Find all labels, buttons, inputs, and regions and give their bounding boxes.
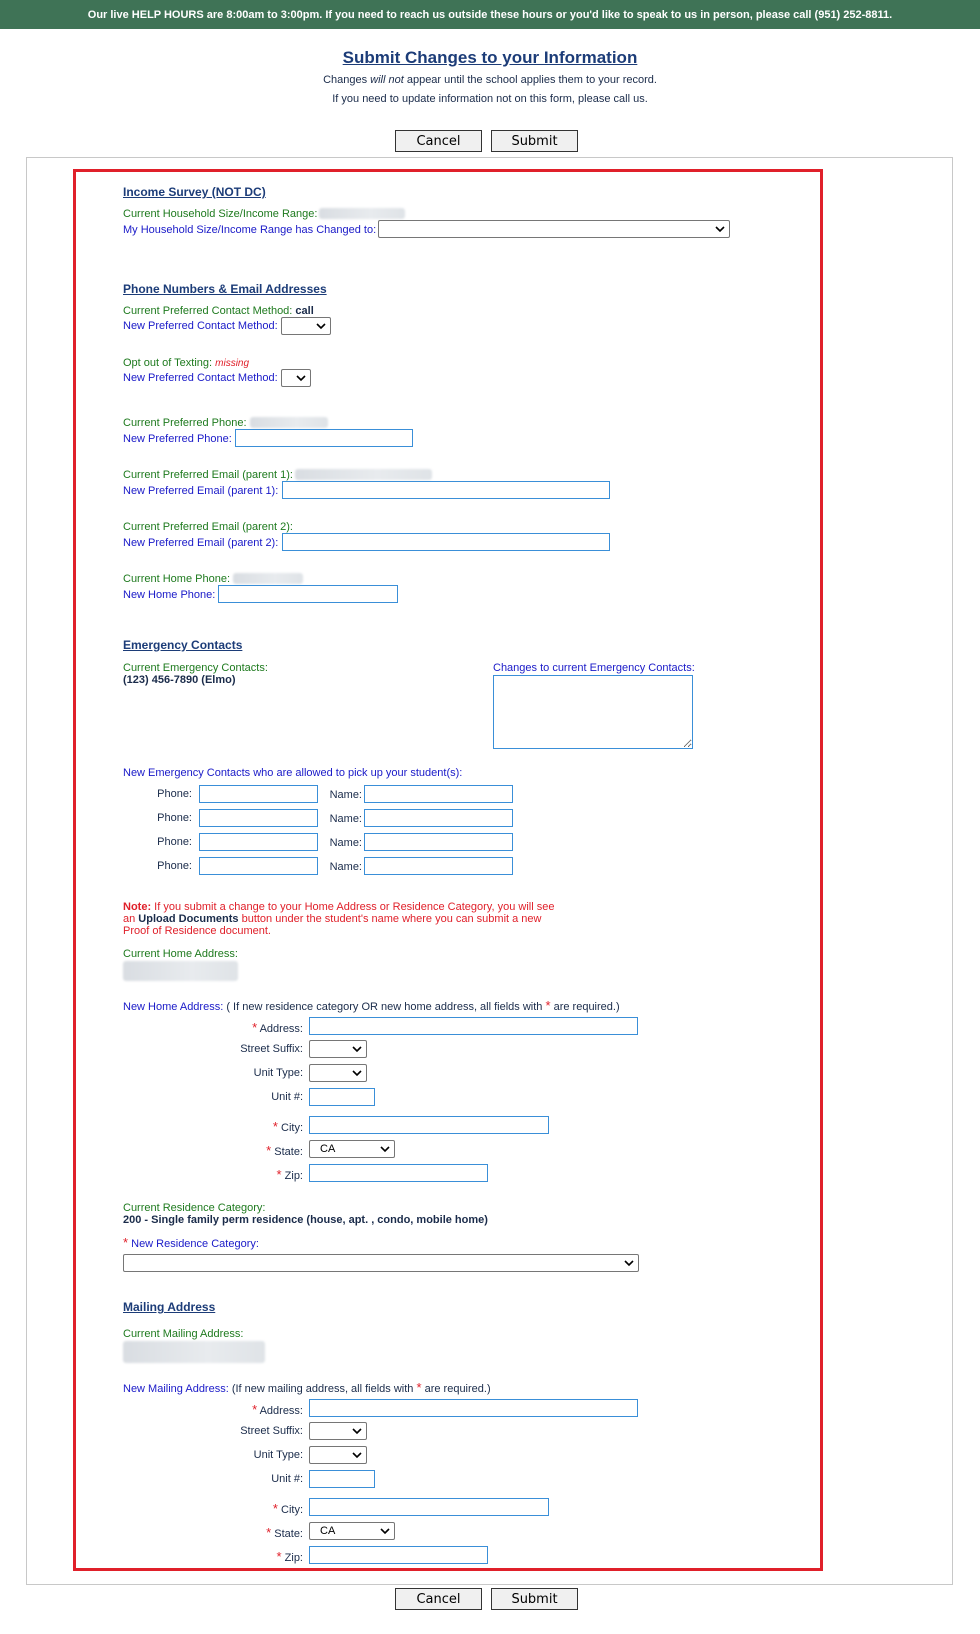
- required-marker: *: [252, 1402, 258, 1417]
- current-mailing-label: Current Mailing Address:: [123, 1328, 244, 1340]
- mailing-city-input[interactable]: [309, 1498, 549, 1516]
- mailing-street-suffix-select[interactable]: [309, 1422, 367, 1440]
- ec-name-label: Name:: [329, 813, 362, 825]
- ec-name-input-1[interactable]: [364, 785, 513, 803]
- household-changed-label: My Household Size/Income Range has Changed to:: [123, 224, 377, 236]
- mailing-street-suffix-label: [200, 1425, 303, 1437]
- emergency-heading: Emergency Contacts: [123, 638, 243, 652]
- new-contact-method-label-2: New Preferred Contact Method:: [123, 372, 278, 384]
- new-email2-input[interactable]: [282, 533, 610, 551]
- home-unit-type-label: [200, 1067, 303, 1079]
- home-zip-label: [200, 1167, 303, 1182]
- new-home-phone-label: New Home Phone:: [123, 589, 216, 601]
- new-residence-label: [123, 1235, 259, 1250]
- home-city-label: [200, 1119, 303, 1134]
- new-email2-label: New Preferred Email (parent 2):: [123, 537, 279, 549]
- household-income-select[interactable]: [378, 220, 730, 238]
- mailing-zip-input[interactable]: [309, 1546, 488, 1564]
- required-marker: *: [276, 1167, 282, 1182]
- new-contact-method-select[interactable]: [281, 317, 331, 335]
- home-street-suffix-label-text: Street Suffix:: [240, 1043, 303, 1055]
- new-emergency-label: New Emergency Contacts who are allowed to pick up your student(s):: [123, 767, 463, 779]
- ec-name-label: Name:: [329, 861, 362, 873]
- mailing-street-suffix-label-text: Street Suffix:: [240, 1425, 303, 1437]
- mailing-unit-type-select[interactable]: [309, 1446, 367, 1464]
- chevron-down-icon: [352, 1068, 362, 1078]
- note-word: Note:: [123, 901, 152, 913]
- opt-out-texting-value: missing: [215, 358, 250, 369]
- ec-phone-label: Phone:: [157, 860, 192, 872]
- home-unit-type-select[interactable]: [309, 1064, 367, 1082]
- mailing-unit-number-label-text: Unit #:: [271, 1473, 303, 1485]
- emergency-changes-label: Changes to current Emergency Contacts:: [493, 662, 695, 674]
- current-household-label: Current Household Size/Income Range:: [123, 208, 318, 220]
- current-phone-value-redacted: [250, 417, 328, 428]
- help-hours-banner: Our live HELP HOURS are 8:00am to 3:00pm. If you need to reach us outside these hours or you'd like to speak to us in person, please call (951) 252-8811.: [0, 0, 980, 29]
- new-email1-input[interactable]: [282, 481, 610, 499]
- mailing-state-select[interactable]: [309, 1522, 395, 1540]
- ec-phone-label: Phone:: [157, 836, 192, 848]
- changes-note-post: appear until the school applies them to your record.: [403, 74, 657, 86]
- home-state-label-text: State:: [274, 1146, 303, 1158]
- emergency-changes-textarea[interactable]: [493, 675, 693, 749]
- current-home-address-redacted: [123, 961, 238, 981]
- new-mailing-hint-post: are required.): [421, 1383, 491, 1395]
- call-us-note: If you need to update information not on this form, please call us.: [332, 93, 648, 105]
- submit-button-top[interactable]: Submit: [491, 130, 578, 152]
- required-marker: *: [252, 1020, 258, 1035]
- home-unit-number-input[interactable]: [309, 1088, 375, 1106]
- chevron-down-icon: [380, 1526, 390, 1536]
- home-city-input[interactable]: [309, 1116, 549, 1134]
- required-marker: *: [416, 1380, 422, 1395]
- current-contact-method-value: call: [295, 305, 314, 317]
- note-text-2a: an: [123, 913, 139, 925]
- current-mailing-redacted: [123, 1341, 265, 1363]
- changes-note: [0, 74, 980, 86]
- chevron-down-icon: [352, 1450, 362, 1460]
- note-text-3: Proof of Residence document.: [123, 925, 271, 937]
- mailing-unit-type-label-text: Unit Type:: [253, 1449, 303, 1461]
- home-state-label: [200, 1143, 303, 1158]
- mailing-zip-label: [200, 1549, 303, 1564]
- upload-documents-mention: Upload Documents: [138, 913, 239, 925]
- required-marker: *: [123, 1235, 129, 1250]
- current-contact-method: [123, 305, 314, 317]
- mailing-address-input[interactable]: [309, 1399, 638, 1417]
- chevron-down-icon: [296, 373, 306, 383]
- mailing-state-label: [200, 1525, 303, 1540]
- current-emergency-value: (123) 456-7890 (Elmo): [123, 674, 236, 686]
- ec-name-input-2[interactable]: [364, 809, 513, 827]
- home-street-suffix-label: [200, 1043, 303, 1055]
- chevron-down-icon: [715, 224, 725, 234]
- home-unit-type-label-text: Unit Type:: [253, 1067, 303, 1079]
- ec-name-input-4[interactable]: [364, 857, 513, 875]
- home-zip-label-text: Zip:: [284, 1170, 303, 1182]
- chevron-down-icon: [624, 1258, 634, 1268]
- mailing-unit-number-label: [200, 1473, 303, 1485]
- home-state-select[interactable]: [309, 1140, 395, 1158]
- current-email2-label: Current Preferred Email (parent 2):: [123, 521, 293, 533]
- income-survey-heading: Income Survey (NOT DC): [123, 185, 266, 199]
- page-title: Submit Changes to your Information: [342, 48, 638, 67]
- mailing-heading: Mailing Address: [123, 1300, 216, 1314]
- ec-phone-input-1[interactable]: [199, 785, 318, 803]
- ec-name-label: Name:: [329, 789, 362, 801]
- home-address-input[interactable]: [309, 1017, 638, 1035]
- mailing-city-label: [200, 1501, 303, 1516]
- new-home-hint-pre: ( If new residence category OR new home address, all fields with: [223, 1001, 546, 1013]
- home-street-suffix-select[interactable]: [309, 1040, 367, 1058]
- new-phone-input[interactable]: [235, 429, 413, 447]
- current-phone-label: Current Preferred Phone:: [123, 417, 247, 429]
- ec-phone-label: Phone:: [157, 788, 192, 800]
- home-city-label-text: City:: [281, 1122, 303, 1134]
- mailing-address-label: [200, 1402, 303, 1417]
- cancel-button-bottom[interactable]: Cancel: [395, 1588, 482, 1610]
- required-marker: *: [266, 1143, 272, 1158]
- new-phone-label: New Preferred Phone:: [123, 433, 232, 445]
- chevron-down-icon: [380, 1144, 390, 1154]
- mailing-state-value: CA: [320, 1525, 336, 1537]
- changes-note-em: will not: [370, 74, 404, 86]
- note-text-1: If you submit a change to your Home Address or Residence Category, you will see: [151, 901, 555, 913]
- opt-out-texting: [123, 357, 249, 369]
- mailing-zip-label-text: Zip:: [284, 1552, 303, 1564]
- current-home-address-label: Current Home Address:: [123, 948, 238, 960]
- required-marker: *: [272, 1501, 278, 1516]
- current-email1-label: Current Preferred Email (parent 1):: [123, 469, 293, 481]
- mailing-unit-type-label: [200, 1449, 303, 1461]
- ec-phone-label: Phone:: [157, 812, 192, 824]
- required-marker: *: [545, 998, 551, 1013]
- ec-name-input-3[interactable]: [364, 833, 513, 851]
- chevron-down-icon: [316, 321, 326, 331]
- chevron-down-icon: [352, 1426, 362, 1436]
- opt-out-texting-label: Opt out of Texting:: [123, 357, 213, 369]
- phone-email-heading: Phone Numbers & Email Addresses: [123, 282, 327, 296]
- mailing-city-label-text: City:: [281, 1504, 303, 1516]
- ec-phone-input-2[interactable]: [199, 809, 318, 827]
- current-contact-method-label: Current Preferred Contact Method:: [123, 305, 293, 317]
- required-marker: *: [272, 1119, 278, 1134]
- new-home-hint-post: are required.): [550, 1001, 620, 1013]
- required-marker: *: [266, 1525, 272, 1540]
- residence-note: [123, 901, 583, 937]
- new-residence-select[interactable]: [123, 1254, 639, 1272]
- current-household-value-redacted: [319, 208, 405, 219]
- new-home-phone-input[interactable]: [218, 585, 398, 603]
- ec-phone-input-4[interactable]: [199, 857, 318, 875]
- home-unit-number-label: [200, 1091, 303, 1103]
- new-mailing-address-label: New Mailing Address:: [123, 1383, 229, 1395]
- ec-name-label: Name:: [329, 837, 362, 849]
- current-emergency-label: Current Emergency Contacts:: [123, 662, 268, 674]
- current-home-phone-value-redacted: [233, 573, 303, 584]
- home-address-label: [200, 1020, 303, 1035]
- new-contact-method-label: New Preferred Contact Method:: [123, 320, 278, 332]
- home-address-label-text: Address:: [259, 1023, 303, 1035]
- current-residence-label: Current Residence Category:: [123, 1202, 266, 1214]
- cancel-button-top[interactable]: Cancel: [395, 130, 482, 152]
- opt-out-texting-select[interactable]: [281, 369, 311, 387]
- mailing-state-label-text: State:: [274, 1528, 303, 1540]
- home-zip-input[interactable]: [309, 1164, 488, 1182]
- home-state-value: CA: [320, 1143, 336, 1155]
- changes-note-pre: Changes: [323, 74, 371, 86]
- note-text-2c: button under the student's name where you can submit a new: [238, 913, 542, 925]
- current-residence-value: 200 - Single family perm residence (house, apt. , condo, mobile home): [123, 1214, 488, 1226]
- new-email1-label: New Preferred Email (parent 1):: [123, 485, 279, 497]
- current-email1-value-redacted: [295, 469, 432, 480]
- required-marker: *: [276, 1549, 282, 1564]
- current-home-phone-label: Current Home Phone:: [123, 573, 230, 585]
- chevron-down-icon: [352, 1044, 362, 1054]
- new-home-address-heading: [123, 998, 620, 1013]
- new-home-address-label: New Home Address:: [123, 1001, 224, 1013]
- mailing-unit-number-input[interactable]: [309, 1470, 375, 1488]
- new-mailing-hint-pre: (If new mailing address, all fields with: [228, 1383, 417, 1395]
- home-unit-number-label-text: Unit #:: [271, 1091, 303, 1103]
- mailing-address-label-text: Address:: [259, 1405, 303, 1417]
- new-mailing-address-heading: [123, 1380, 491, 1395]
- new-residence-label-text: New Residence Category:: [131, 1238, 259, 1250]
- ec-phone-input-3[interactable]: [199, 833, 318, 851]
- submit-button-bottom[interactable]: Submit: [491, 1588, 578, 1610]
